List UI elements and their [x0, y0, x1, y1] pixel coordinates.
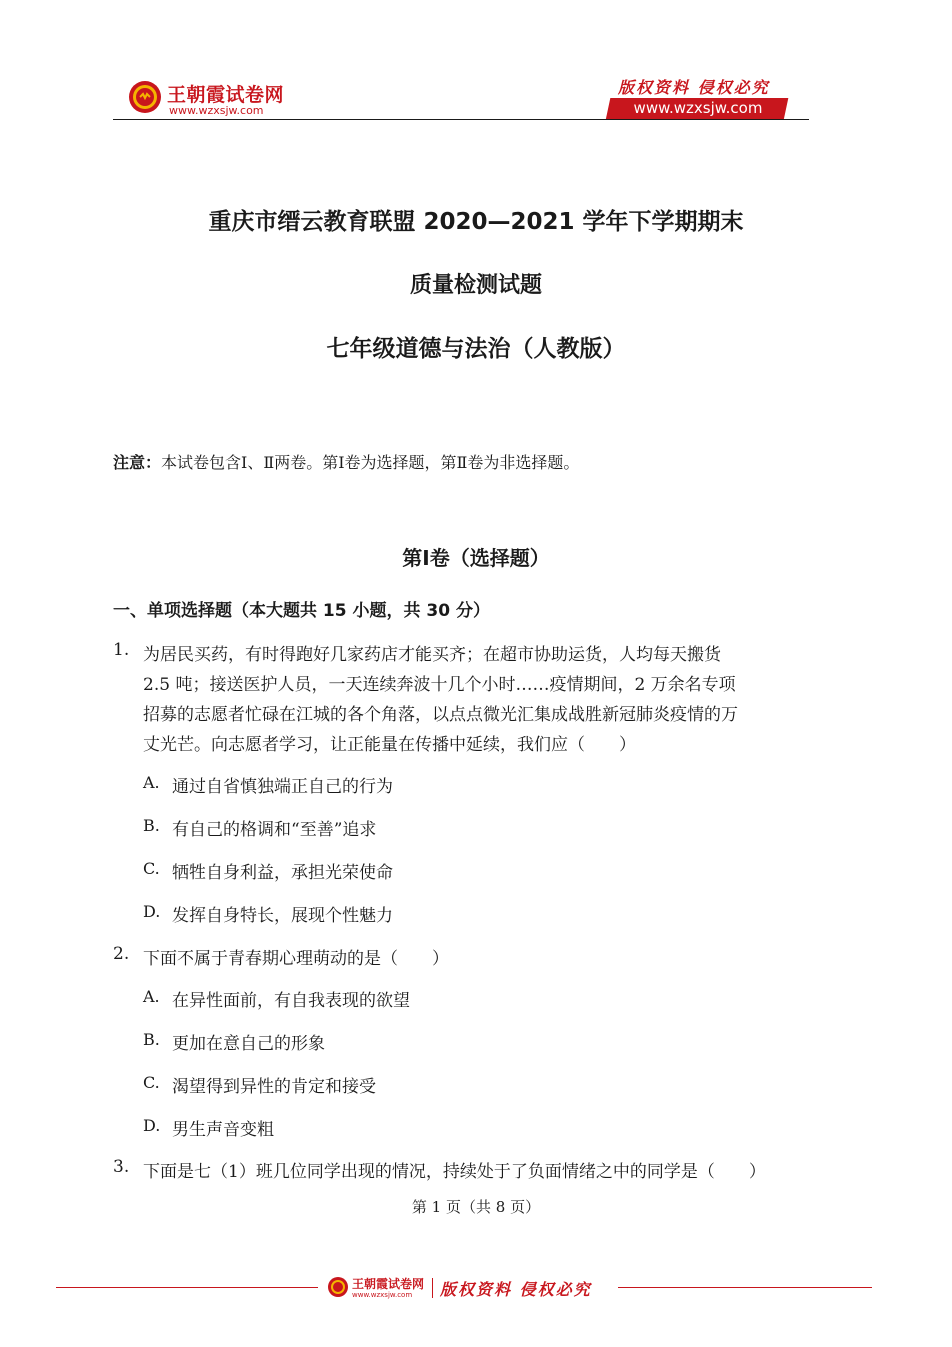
- option-text: 在异性面前，有自我表现的欲望: [172, 991, 410, 1011]
- question-number: 2.: [113, 944, 130, 964]
- footer-divider: [432, 1278, 433, 1298]
- option-text: 牺牲自身利益，承担光荣使命: [172, 863, 393, 883]
- header-divider: [113, 119, 809, 120]
- exam-subtitle: 质量检测试题: [409, 273, 542, 298]
- notice: [113, 450, 579, 473]
- question-number: 1.: [113, 640, 130, 660]
- footer-copyright: 版权资料 侵权必究: [440, 1280, 592, 1299]
- copyright-notice: 版权资料 侵权必究: [618, 78, 770, 97]
- question-text-line: 下面是七（1）班几位同学出现的情况，持续处于了负面情绪之中的同学是（ ）: [143, 1162, 766, 1182]
- option-text: 男生声音变粗: [172, 1120, 274, 1140]
- option-letter: D.: [143, 902, 161, 921]
- option-text: 通过自省慎独端正自己的行为: [172, 777, 393, 797]
- section-title: 第Ⅰ卷（选择题）: [402, 546, 550, 570]
- footer-brand-url: www.wzxsjw.com: [352, 1291, 413, 1299]
- option-letter: B.: [143, 1030, 160, 1049]
- option-text: 有自己的格调和“至善”追求: [172, 820, 377, 840]
- exam-subject: 七年级道德与法治（人教版）: [326, 336, 626, 362]
- option-letter: C.: [143, 859, 160, 878]
- url-banner-text: www.wzxsjw.com: [633, 99, 763, 117]
- notice-text: 本试卷包含Ⅰ、Ⅱ两卷。第Ⅰ卷为选择题，第Ⅱ卷为非选择题。: [161, 453, 580, 472]
- option-text: 更加在意自己的形象: [172, 1034, 325, 1054]
- exam-title: 重庆市缙云教育联盟 2020—2021 学年下学期期末: [208, 209, 744, 235]
- option-letter: A.: [143, 773, 160, 792]
- brand-url: www.wzxsjw.com: [169, 104, 264, 117]
- part-heading: 一、单项选择题（本大题共 15 小题，共 30 分）: [113, 601, 490, 621]
- question-number: 3.: [113, 1157, 130, 1177]
- footer-rule-left: [56, 1287, 318, 1288]
- question-text-line: 丈光芒。向志愿者学习，让正能量在传播中延续，我们应（ ）: [143, 735, 636, 755]
- question-text-line: 为居民买药，有时得跑好几家药店才能买齐；在超市协助运货，人均每天搬货: [143, 645, 721, 665]
- footer-rule-right: [618, 1287, 872, 1288]
- footer-logo-icon: [327, 1276, 349, 1298]
- option-letter: B.: [143, 816, 160, 835]
- question-text-line: 2.5 吨；接送医护人员，一天连续奔波十几个小时……疫情期间，2 万余名专项: [143, 675, 736, 695]
- question-text-line: 下面不属于青春期心理萌动的是（ ）: [143, 949, 449, 969]
- notice-label: 注意：: [113, 453, 162, 472]
- option-letter: C.: [143, 1073, 160, 1092]
- option-letter: A.: [143, 987, 160, 1006]
- brand-logo-icon: [128, 80, 162, 114]
- footer-brand-name: 王朝霞试卷网: [352, 1277, 425, 1291]
- brand-name: 王朝霞试卷网: [167, 84, 285, 106]
- option-text: 渴望得到异性的肯定和接受: [172, 1077, 376, 1097]
- page-number: 第 1 页（共 8 页）: [411, 1198, 541, 1216]
- option-letter: D.: [143, 1116, 161, 1135]
- option-text: 发挥自身特长，展现个性魅力: [172, 906, 393, 926]
- question-text-line: 招募的志愿者忙碌在江城的各个角落，以点点微光汇集成战胜新冠肺炎疫情的万: [143, 705, 738, 725]
